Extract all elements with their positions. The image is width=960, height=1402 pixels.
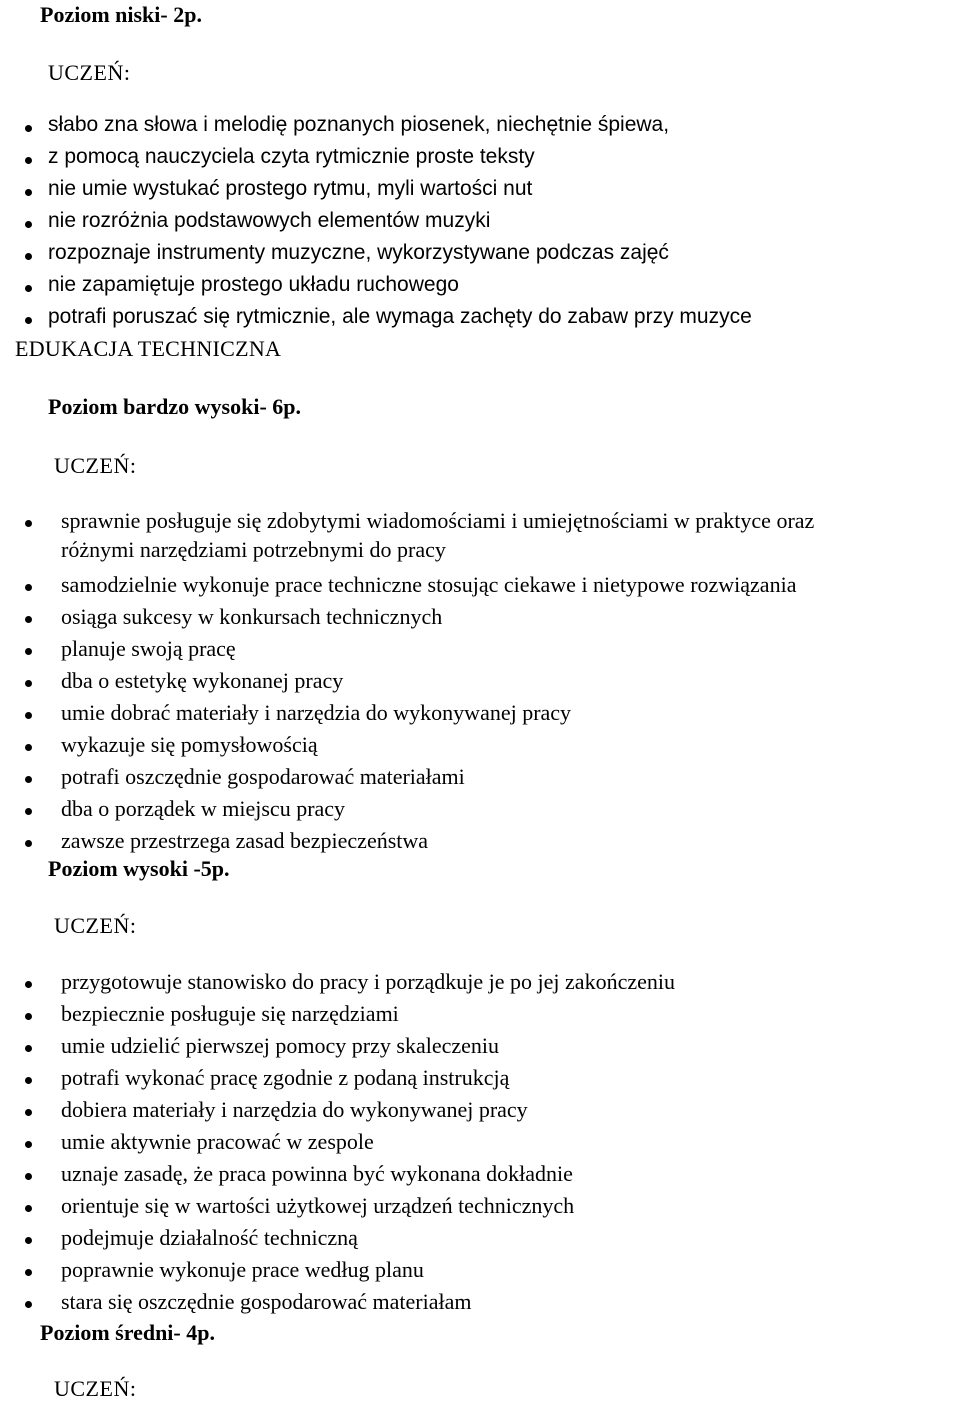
- student-label: UCZEŃ:: [54, 1376, 137, 1401]
- student-label: UCZEŃ:: [54, 913, 137, 938]
- document-page: Poziom niski- 2p. UCZEŃ: słabo zna słowa i melodię poznanych piosenek, niechętnie śpiewa, z pomocą nauczyciela czyta rytmicznie proste teksty nie umie wystukać prostego rytmu, myli wartości nut nie rozróżnia podstawowych elementów muzyki rozpoznaje instrumenty muzyczne, wykorzystywane podczas zajęć nie zapamiętuje prostego układu ruchowego potrafi poruszać się rytmicznie, ale wymaga zachęty do zabaw przy muzyce EDUKACJA TECHNICZNA Poziom bardzo wysoki- 6p. UCZEŃ: sprawnie posługuje się zdobytymi wiadomościami i umiejętnościami w praktyce oraz różnymi narzędziami potrzebnymi do pracy samodzielnie wykonuje prace techniczne stosując ciekawe i nietypowe rozwiązania osiąga sukcesy w konkursach technicznych planuje swoją pracę dba o estetykę wykonanej pracy umie dobrać materiały i narzędzia do wykonywanej pracy wykazuje się pomysłowością potrafi oszczędnie gospodarować materiałami dba o porządek w miejscu pracy zawsze przestrzega zasad bezpieczeństwa Poziom wysoki -5p. UCZEŃ: przygotowuje stanowisko do pracy i porządkuje je po jej zakończeniu bezpiecznie posługuje się narzędziami umie udzielić pierwszej pomocy przy skaleczeniu potrafi wykonać pracę zgodnie z podaną instrukcją dobiera materiały i narzędzia do wykonywanej pracy umie aktywnie pracować w zespole uznaje zasadę, że praca powinna być wykonana dokładnie orientuje się w wartości użytkowej urządzeń technicznych podejmuje działalność techniczną poprawnie wykonuje prace według planu stara się oszczędnie gospodarować materiałam Poziom średni- 4p. UCZEŃ:: [15, 2, 815, 1401]
- student-label: UCZEŃ:: [54, 453, 137, 478]
- level-heading-low: Poziom niski- 2p.: [40, 2, 202, 27]
- student-label: UCZEŃ:: [48, 60, 131, 85]
- level-heading-very-high: Poziom bardzo wysoki- 6p.: [48, 394, 301, 419]
- level-heading-medium: Poziom średni- 4p.: [40, 1320, 215, 1345]
- level-heading-high: Poziom wysoki -5p.: [48, 856, 230, 881]
- section-title: EDUKACJA TECHNICZNA: [15, 336, 282, 361]
